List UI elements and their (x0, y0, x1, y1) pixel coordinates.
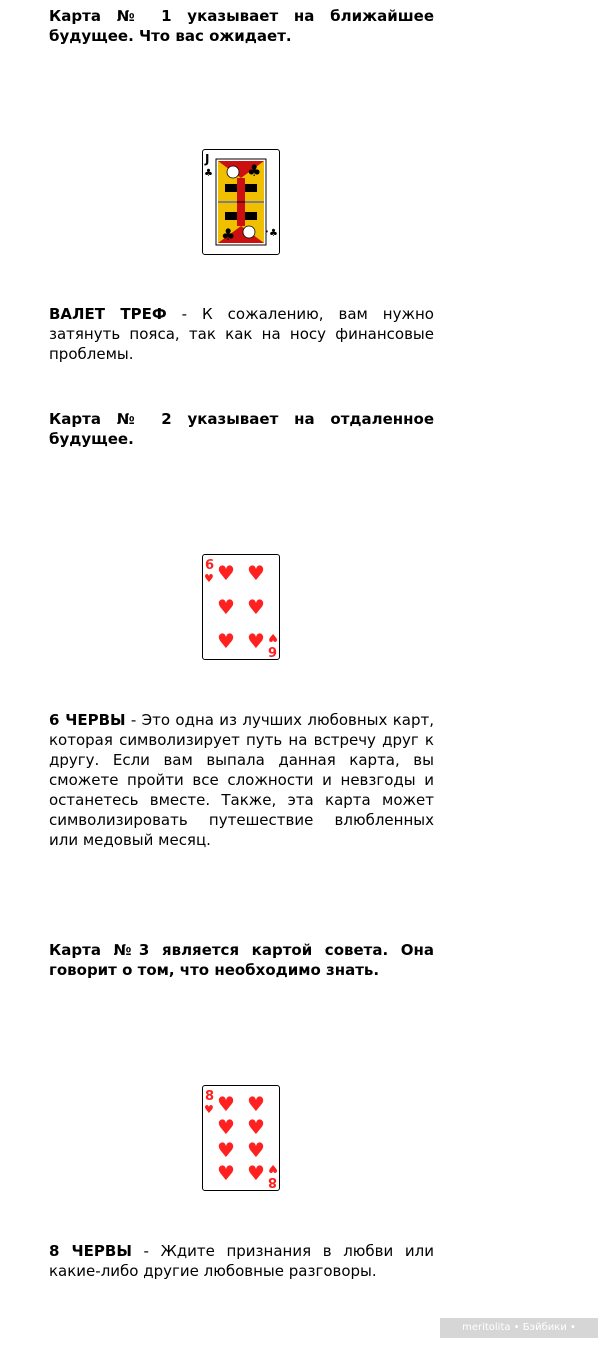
card-rank-top: 6 (205, 558, 215, 573)
six-of-hearts-card (202, 554, 280, 660)
svg-text:♥: ♥ (268, 631, 278, 644)
card3-heading: Карта №3 является картой совета. Она говорит о том, что необходимо знать. (49, 941, 434, 979)
card-rank-bottom: 8 (267, 1174, 277, 1189)
svg-text:♥: ♥ (247, 1115, 265, 1139)
svg-text:♥: ♥ (204, 572, 214, 585)
eight-of-hearts-card (202, 1085, 280, 1191)
site-watermark: meritolita • Бэйбики • babiki.ru (440, 1318, 598, 1338)
card-rank-top: 8 (205, 1089, 215, 1104)
card2-heading: Карта № 2 указывает на отдаленное будущее. (49, 410, 434, 448)
svg-text:♥: ♥ (217, 1138, 235, 1162)
card-rank-top: J (205, 152, 210, 166)
svg-text:♣: ♣ (204, 168, 213, 179)
svg-text:♥: ♥ (217, 1115, 235, 1139)
svg-text:♥: ♥ (217, 595, 235, 619)
svg-text:♥: ♥ (268, 1162, 278, 1175)
card1-description (49, 304, 434, 364)
svg-text:♥: ♥ (217, 629, 235, 653)
svg-text:♣: ♣ (247, 161, 262, 180)
svg-text:♣: ♣ (221, 225, 236, 244)
card3-title: 8 ЧЕРВЫ (49, 1242, 132, 1260)
jack-of-clubs-icon (203, 150, 279, 254)
svg-text:♣: ♣ (269, 228, 278, 239)
svg-text:♥: ♥ (217, 561, 235, 585)
six-of-hearts-icon (203, 555, 279, 659)
card2-description (49, 710, 434, 850)
svg-text:♥: ♥ (247, 1161, 265, 1185)
eight-of-hearts-icon (203, 1086, 279, 1190)
jack-of-clubs-card (202, 149, 280, 255)
svg-text:♥: ♥ (247, 595, 265, 619)
svg-text:♥: ♥ (247, 1092, 265, 1116)
card1-text: - К сожалению, вам нужно затянуть пояса, так как на носу финансовые проблемы. (49, 305, 434, 363)
card3-text: - Ждите признания в любви или какие-либо другие любовные разговоры. (49, 1242, 434, 1280)
svg-text:♥: ♥ (217, 1161, 235, 1185)
svg-text:♥: ♥ (247, 561, 265, 585)
svg-text:♥: ♥ (247, 629, 265, 653)
card-rank-bottom: 6 (267, 643, 277, 658)
svg-text:♥: ♥ (204, 1103, 214, 1116)
card2-text: - Это одна из лучших любовных карт, которая символизирует путь на встречу друг к другу. Если вам выпала данная карта, вы сможете пройти все сложности и невзгоды и останетесь вместе. Также, эта карта может символизировать путешествие влюбленных или медовый месяц. (49, 711, 435, 849)
card1-title: ВАЛЕТ ТРЕФ (49, 305, 167, 323)
card3-description (49, 1241, 434, 1281)
svg-text:♥: ♥ (247, 1138, 265, 1162)
svg-text:♥: ♥ (217, 1092, 235, 1116)
card2-title: 6 ЧЕРВЫ (49, 711, 126, 729)
card1-heading: Карта № 1 указывает на ближайшее будущее. Что вас ожидает. (49, 7, 434, 45)
